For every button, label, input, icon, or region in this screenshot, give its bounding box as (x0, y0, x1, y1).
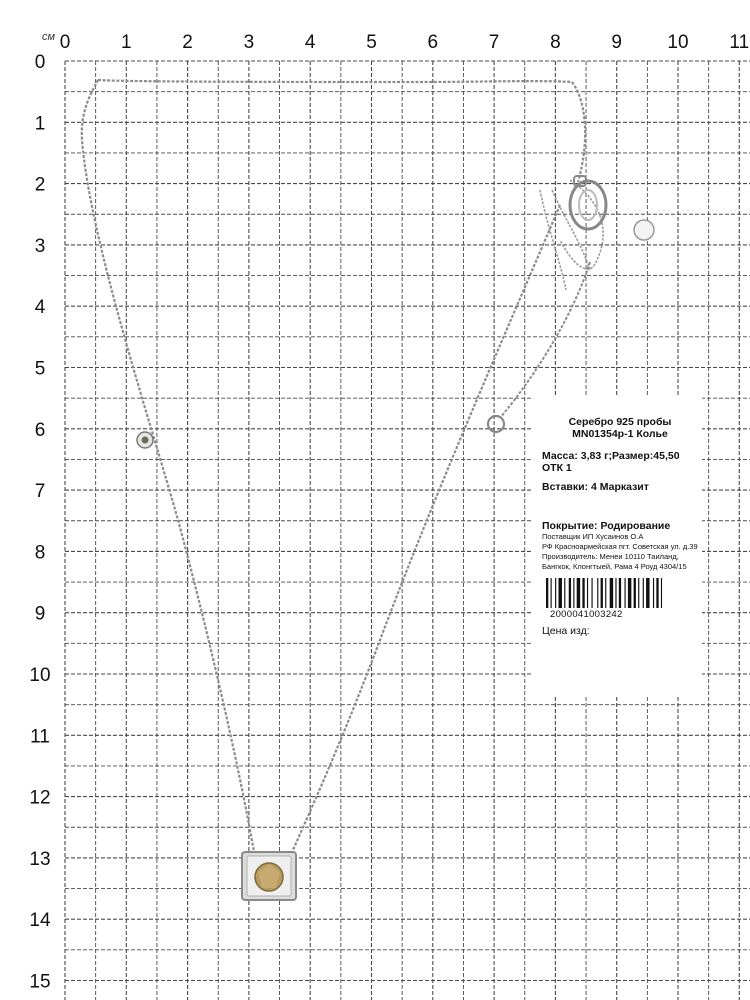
ruler-y-tick-label: 12 (29, 787, 51, 809)
barcode-bar (582, 578, 584, 608)
ruler-x-tick-label: 4 (304, 32, 316, 53)
ruler-y-tick-label: 14 (29, 910, 51, 932)
ruler-y-tick-label: 7 (34, 481, 46, 503)
barcode-bar (643, 578, 644, 608)
ruler-x-tick-label: 1 (121, 32, 132, 53)
ruler-x-tick-label: 2 (182, 32, 193, 53)
ruler-x-tick-label: 6 (427, 32, 439, 53)
barcode-bar (597, 578, 598, 608)
barcode-bar (605, 578, 606, 608)
barcode-bar (634, 578, 636, 608)
ruler-x-tick-label: 11 (729, 32, 750, 53)
barcode-bar (587, 578, 588, 608)
ruler-y-tick-label: 15 (29, 971, 51, 993)
barcode-bar (555, 578, 556, 608)
ruler-y-tick-label: 10 (29, 665, 51, 686)
ruler-x-tick-label: 7 (488, 32, 500, 53)
ruler-x-tick-label: 5 (366, 32, 377, 53)
barcode-bar (628, 578, 631, 608)
ruler-y-tick-label: 5 (34, 358, 46, 380)
barcode-bar (559, 578, 562, 608)
ruler-x-tick-label: 10 (667, 32, 689, 53)
barcode-bar (653, 578, 654, 608)
barcode-bar (638, 578, 639, 608)
jump-ring (634, 220, 654, 240)
ruler-x-tick-label: 3 (243, 32, 255, 53)
ruler-y-tick-label: 2 (34, 174, 46, 196)
ruler-x-tick-label: 8 (550, 32, 561, 53)
ruler-y-tick-label: 11 (30, 726, 50, 748)
ruler-y-tick-label: 8 (34, 542, 46, 564)
barcode-bar (610, 578, 613, 608)
barcode-bar (573, 578, 574, 608)
product-tag (532, 396, 702, 696)
tag-otk: ОТК 1 (542, 462, 572, 474)
tag-coating: Покрытие: Родирование (542, 520, 671, 532)
barcode-bar (592, 578, 593, 608)
tag-address: РФ Красноармейская пгт. Советская ул. д.39 (542, 542, 698, 551)
tag-mass-size: Масса: 3,83 г;Размер:45,50 (542, 450, 680, 462)
tag-price: Цена изд: (542, 625, 590, 637)
barcode-bar (551, 578, 552, 608)
ruler-x-tick-label: 9 (611, 32, 622, 53)
barcode-bar (661, 578, 662, 608)
barcode-bar (577, 578, 580, 608)
square-pendant (242, 852, 296, 900)
ruler-y-tick-label: 9 (34, 603, 46, 625)
barcode-bar (615, 578, 616, 608)
tag-supplier: Поставщик ИП Хусаинов О.А (542, 532, 644, 541)
tag-manufacturer: Производитель: Менеи 10110 Таиланд, (542, 552, 679, 561)
barcode-bar (625, 578, 626, 608)
barcode-bar (569, 578, 571, 608)
barcode-bar (564, 578, 565, 608)
ruler-y-tick-label: 4 (34, 297, 46, 319)
tag-inserts: Вставки: 4 Марказит (542, 481, 649, 493)
ruler-y-tick-label: 13 (29, 848, 51, 870)
barcode-bar (546, 578, 548, 608)
tag-metal: Серебро 925 пробы (568, 416, 672, 428)
ruler-y-tick-label: 0 (34, 52, 46, 73)
ruler-y-tick-label: 6 (34, 419, 46, 441)
barcode-bar (619, 578, 621, 608)
barcode-bar (656, 578, 658, 608)
marcasite-slider (137, 432, 153, 448)
barcode-bar (646, 578, 649, 608)
ruler-y-tick-label: 3 (34, 235, 46, 257)
ruler-x-tick-label: 0 (59, 32, 71, 53)
tag-manufacturer-address: Бангкок, Клонгтыей, Рама 4 Роуд 4304/15 (542, 562, 687, 571)
ruler-unit-label: см (42, 31, 56, 43)
barcode-number: 2000041003242 (550, 609, 623, 620)
barcode (544, 578, 694, 608)
tag-article: MN01354р-1 Колье (572, 428, 668, 440)
ruler-y-tick-label: 1 (34, 113, 46, 135)
barcode-bar (601, 578, 603, 608)
